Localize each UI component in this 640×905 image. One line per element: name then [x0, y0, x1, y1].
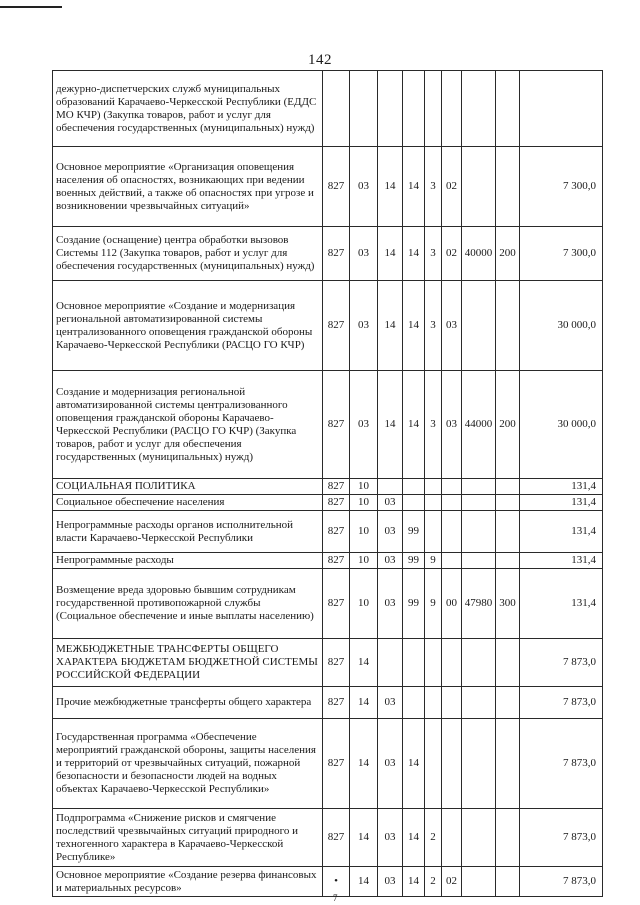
- amount-cell: 7 873,0: [520, 867, 603, 897]
- description-cell: Основное мероприятие «Организация оповещения населения об опасностях, возникающих при ведении военных действий, а также об опасностях при угрозе и возникновении чрезвычайных ситуаций»: [53, 147, 323, 227]
- code-gr-cell: 827: [323, 511, 350, 553]
- code-pr-cell: 03: [378, 687, 403, 719]
- amount-cell: 131,4: [520, 511, 603, 553]
- code-event-cell: 02: [442, 227, 462, 281]
- code-gr-cell: 827: [323, 227, 350, 281]
- code-subprogram-cell: 2: [425, 867, 442, 897]
- code-event-cell: [442, 511, 462, 553]
- code-gr-cell: 827: [323, 719, 350, 809]
- code-vr-cell: [496, 719, 520, 809]
- description-cell: Непрограммные расходы: [53, 553, 323, 569]
- code-vr-cell: [496, 495, 520, 511]
- table-row: [53, 71, 603, 147]
- code-vr-cell: 200: [496, 227, 520, 281]
- code-rz-cell: 10: [350, 569, 378, 639]
- code-rz-cell: 10: [350, 553, 378, 569]
- code-subprogram-cell: 9: [425, 553, 442, 569]
- code-program-cell: [403, 71, 425, 147]
- code-direction-cell: 44000: [462, 371, 496, 479]
- code-gr-cell: 827: [323, 639, 350, 687]
- code-subprogram-cell: [425, 479, 442, 495]
- code-event-cell: [442, 719, 462, 809]
- code-gr-cell: 827: [323, 569, 350, 639]
- code-subprogram-cell: 3: [425, 281, 442, 371]
- table-row: [53, 809, 603, 867]
- description-cell: Создание (оснащение) центра обработки вызовов Системы 112 (Закупка товаров, работ и услуг для обеспечения государственных (муниципальных) нужд): [53, 227, 323, 281]
- code-direction-cell: [462, 511, 496, 553]
- description-cell: СОЦИАЛЬНАЯ ПОЛИТИКА: [53, 479, 323, 495]
- code-program-cell: 14: [403, 719, 425, 809]
- code-rz-cell: 14: [350, 867, 378, 897]
- amount-cell: [520, 71, 603, 147]
- code-program-cell: 14: [403, 371, 425, 479]
- table-row: [53, 867, 603, 897]
- code-gr-cell: 827: [323, 281, 350, 371]
- code-rz-cell: 10: [350, 495, 378, 511]
- code-program-cell: [403, 639, 425, 687]
- code-vr-cell: [496, 867, 520, 897]
- code-subprogram-cell: [425, 511, 442, 553]
- description-cell: Подпрограмма «Снижение рисков и смягчение последствий чрезвычайных ситуаций природного и техногенного характера в Карачаево-Черкесской Республике»: [53, 809, 323, 867]
- code-program-cell: 99: [403, 569, 425, 639]
- code-program-cell: [403, 687, 425, 719]
- code-subprogram-cell: 3: [425, 371, 442, 479]
- code-rz-cell: 14: [350, 809, 378, 867]
- amount-cell: 7 300,0: [520, 147, 603, 227]
- budget-table: [52, 70, 603, 897]
- code-subprogram-cell: [425, 495, 442, 511]
- code-vr-cell: [496, 511, 520, 553]
- code-event-cell: 03: [442, 281, 462, 371]
- amount-cell: 7 873,0: [520, 639, 603, 687]
- code-gr-cell: 827: [323, 687, 350, 719]
- code-program-cell: 99: [403, 553, 425, 569]
- code-pr-cell: 03: [378, 569, 403, 639]
- table-row: [53, 553, 603, 569]
- code-vr-cell: [496, 639, 520, 687]
- code-rz-cell: 10: [350, 511, 378, 553]
- code-direction-cell: 40000: [462, 227, 496, 281]
- code-pr-cell: [378, 639, 403, 687]
- code-vr-cell: [496, 687, 520, 719]
- code-subprogram-cell: [425, 639, 442, 687]
- code-subprogram-cell: 3: [425, 147, 442, 227]
- code-vr-cell: [496, 479, 520, 495]
- code-rz-cell: 03: [350, 147, 378, 227]
- amount-cell: 7 873,0: [520, 719, 603, 809]
- amount-cell: 30 000,0: [520, 371, 603, 479]
- code-program-cell: 14: [403, 147, 425, 227]
- amount-cell: 30 000,0: [520, 281, 603, 371]
- code-vr-cell: [496, 71, 520, 147]
- code-program-cell: [403, 479, 425, 495]
- code-event-cell: [442, 71, 462, 147]
- code-rz-cell: 03: [350, 227, 378, 281]
- code-direction-cell: [462, 719, 496, 809]
- table-row: [53, 147, 603, 227]
- code-program-cell: 99: [403, 511, 425, 553]
- description-cell: Основное мероприятие «Создание резерва финансовых и материальных ресурсов»: [53, 867, 323, 897]
- code-vr-cell: [496, 809, 520, 867]
- code-vr-cell: [496, 553, 520, 569]
- code-pr-cell: [378, 71, 403, 147]
- code-gr-cell: 827: [323, 479, 350, 495]
- page-number: 142: [308, 52, 332, 68]
- description-cell: Возмещение вреда здоровью бывшим сотрудникам государственной противопожарной службы (Социальное обеспечение и иные выплаты населению): [53, 569, 323, 639]
- table-row: [53, 227, 603, 281]
- amount-cell: 131,4: [520, 479, 603, 495]
- code-subprogram-cell: [425, 719, 442, 809]
- code-event-cell: 02: [442, 867, 462, 897]
- code-gr-cell: 827: [323, 553, 350, 569]
- code-gr-cell: 827: [323, 495, 350, 511]
- code-direction-cell: [462, 639, 496, 687]
- amount-cell: 7 873,0: [520, 809, 603, 867]
- table-row: [53, 687, 603, 719]
- amount-cell: 131,4: [520, 553, 603, 569]
- code-direction-cell: 47980: [462, 569, 496, 639]
- code-pr-cell: 14: [378, 227, 403, 281]
- code-direction-cell: [462, 553, 496, 569]
- code-event-cell: [442, 639, 462, 687]
- code-pr-cell: 03: [378, 809, 403, 867]
- code-pr-cell: [378, 479, 403, 495]
- amount-cell: 7 873,0: [520, 687, 603, 719]
- code-direction-cell: [462, 281, 496, 371]
- code-subprogram-cell: 9: [425, 569, 442, 639]
- code-program-cell: 14: [403, 867, 425, 897]
- code-rz-cell: 14: [350, 687, 378, 719]
- code-pr-cell: 03: [378, 495, 403, 511]
- code-subprogram-cell: 2: [425, 809, 442, 867]
- code-pr-cell: 14: [378, 371, 403, 479]
- code-subprogram-cell: [425, 71, 442, 147]
- code-gr-cell: 827: [323, 147, 350, 227]
- code-direction-cell: [462, 147, 496, 227]
- description-cell: дежурно-диспетчерских служб муниципальных образований Карачаево-Черкесской Республики (ЕДДС МО КЧР) (Закупка товаров, работ и услуг для обеспечения государственных (муниципальных) нужд): [53, 71, 323, 147]
- description-cell: Создание и модернизация региональной автоматизированной системы централизованного оповещения гражданской обороны Карачаево-Черкесской Республики (РАСЦО ГО КЧР) (Закупка товаров, работ и услуг для обеспечения государственных (муниципальных) нужд): [53, 371, 323, 479]
- table-body: [53, 71, 603, 897]
- corner-mark: [0, 0, 62, 8]
- table-row: [53, 479, 603, 495]
- code-rz-cell: 03: [350, 371, 378, 479]
- description-cell: Государственная программа «Обеспечение мероприятий гражданской обороны, защиты населения и территорий от чрезвычайных ситуаций, пожарной безопасности и безопасности людей на водных объектах Карачаево-Черкесской Республики»: [53, 719, 323, 809]
- code-direction-cell: [462, 867, 496, 897]
- code-subprogram-cell: 3: [425, 227, 442, 281]
- amount-cell: 131,4: [520, 495, 603, 511]
- code-pr-cell: 14: [378, 281, 403, 371]
- code-pr-cell: 03: [378, 511, 403, 553]
- code-vr-cell: 300: [496, 569, 520, 639]
- code-event-cell: [442, 495, 462, 511]
- code-pr-cell: 14: [378, 147, 403, 227]
- code-event-cell: [442, 479, 462, 495]
- code-vr-cell: [496, 147, 520, 227]
- code-pr-cell: 03: [378, 867, 403, 897]
- code-gr-cell: [323, 71, 350, 147]
- code-direction-cell: [462, 71, 496, 147]
- code-program-cell: 14: [403, 809, 425, 867]
- code-vr-cell: [496, 281, 520, 371]
- code-direction-cell: [462, 687, 496, 719]
- code-rz-cell: 03: [350, 281, 378, 371]
- code-event-cell: 00: [442, 569, 462, 639]
- code-event-cell: [442, 687, 462, 719]
- table-row: [53, 639, 603, 687]
- code-rz-cell: 14: [350, 719, 378, 809]
- code-gr-cell: 827: [323, 809, 350, 867]
- amount-cell: 131,4: [520, 569, 603, 639]
- code-event-cell: 02: [442, 147, 462, 227]
- amount-cell: 7 300,0: [520, 227, 603, 281]
- code-event-cell: 03: [442, 371, 462, 479]
- code-vr-cell: 200: [496, 371, 520, 479]
- code-direction-cell: [462, 479, 496, 495]
- code-gr-cell: •: [323, 867, 350, 897]
- code-event-cell: [442, 809, 462, 867]
- code-pr-cell: 03: [378, 553, 403, 569]
- table-row: [53, 371, 603, 479]
- code-direction-cell: [462, 495, 496, 511]
- code-program-cell: 14: [403, 281, 425, 371]
- code-program-cell: [403, 495, 425, 511]
- code-event-cell: [442, 553, 462, 569]
- table-row: [53, 495, 603, 511]
- code-pr-cell: 03: [378, 719, 403, 809]
- table-row: [53, 569, 603, 639]
- description-cell: Социальное обеспечение населения: [53, 495, 323, 511]
- code-subprogram-cell: [425, 687, 442, 719]
- code-program-cell: 14: [403, 227, 425, 281]
- table-row: [53, 511, 603, 553]
- code-rz-cell: 10: [350, 479, 378, 495]
- code-gr-cell: 827: [323, 371, 350, 479]
- description-cell: Основное мероприятие «Создание и модернизация региональной автоматизированной системы централизованного оповещения гражданской обороны Карачаево-Черкесской Республики (РАСЦО ГО КЧР): [53, 281, 323, 371]
- description-cell: Непрограммные расходы органов исполнительной власти Карачаево-Черкесской Республики: [53, 511, 323, 553]
- table-row: [53, 281, 603, 371]
- table-row: [53, 719, 603, 809]
- code-rz-cell: 14: [350, 639, 378, 687]
- description-cell: Прочие межбюджетные трансферты общего характера: [53, 687, 323, 719]
- code-rz-cell: [350, 71, 378, 147]
- page-footer-mark: 7: [333, 893, 338, 903]
- description-cell: МЕЖБЮДЖЕТНЫЕ ТРАНСФЕРТЫ ОБЩЕГО ХАРАКТЕРА БЮДЖЕТАМ БЮДЖЕТНОЙ СИСТЕМЫ РОССИЙСКОЙ ФЕДЕРАЦИИ: [53, 639, 323, 687]
- code-direction-cell: [462, 809, 496, 867]
